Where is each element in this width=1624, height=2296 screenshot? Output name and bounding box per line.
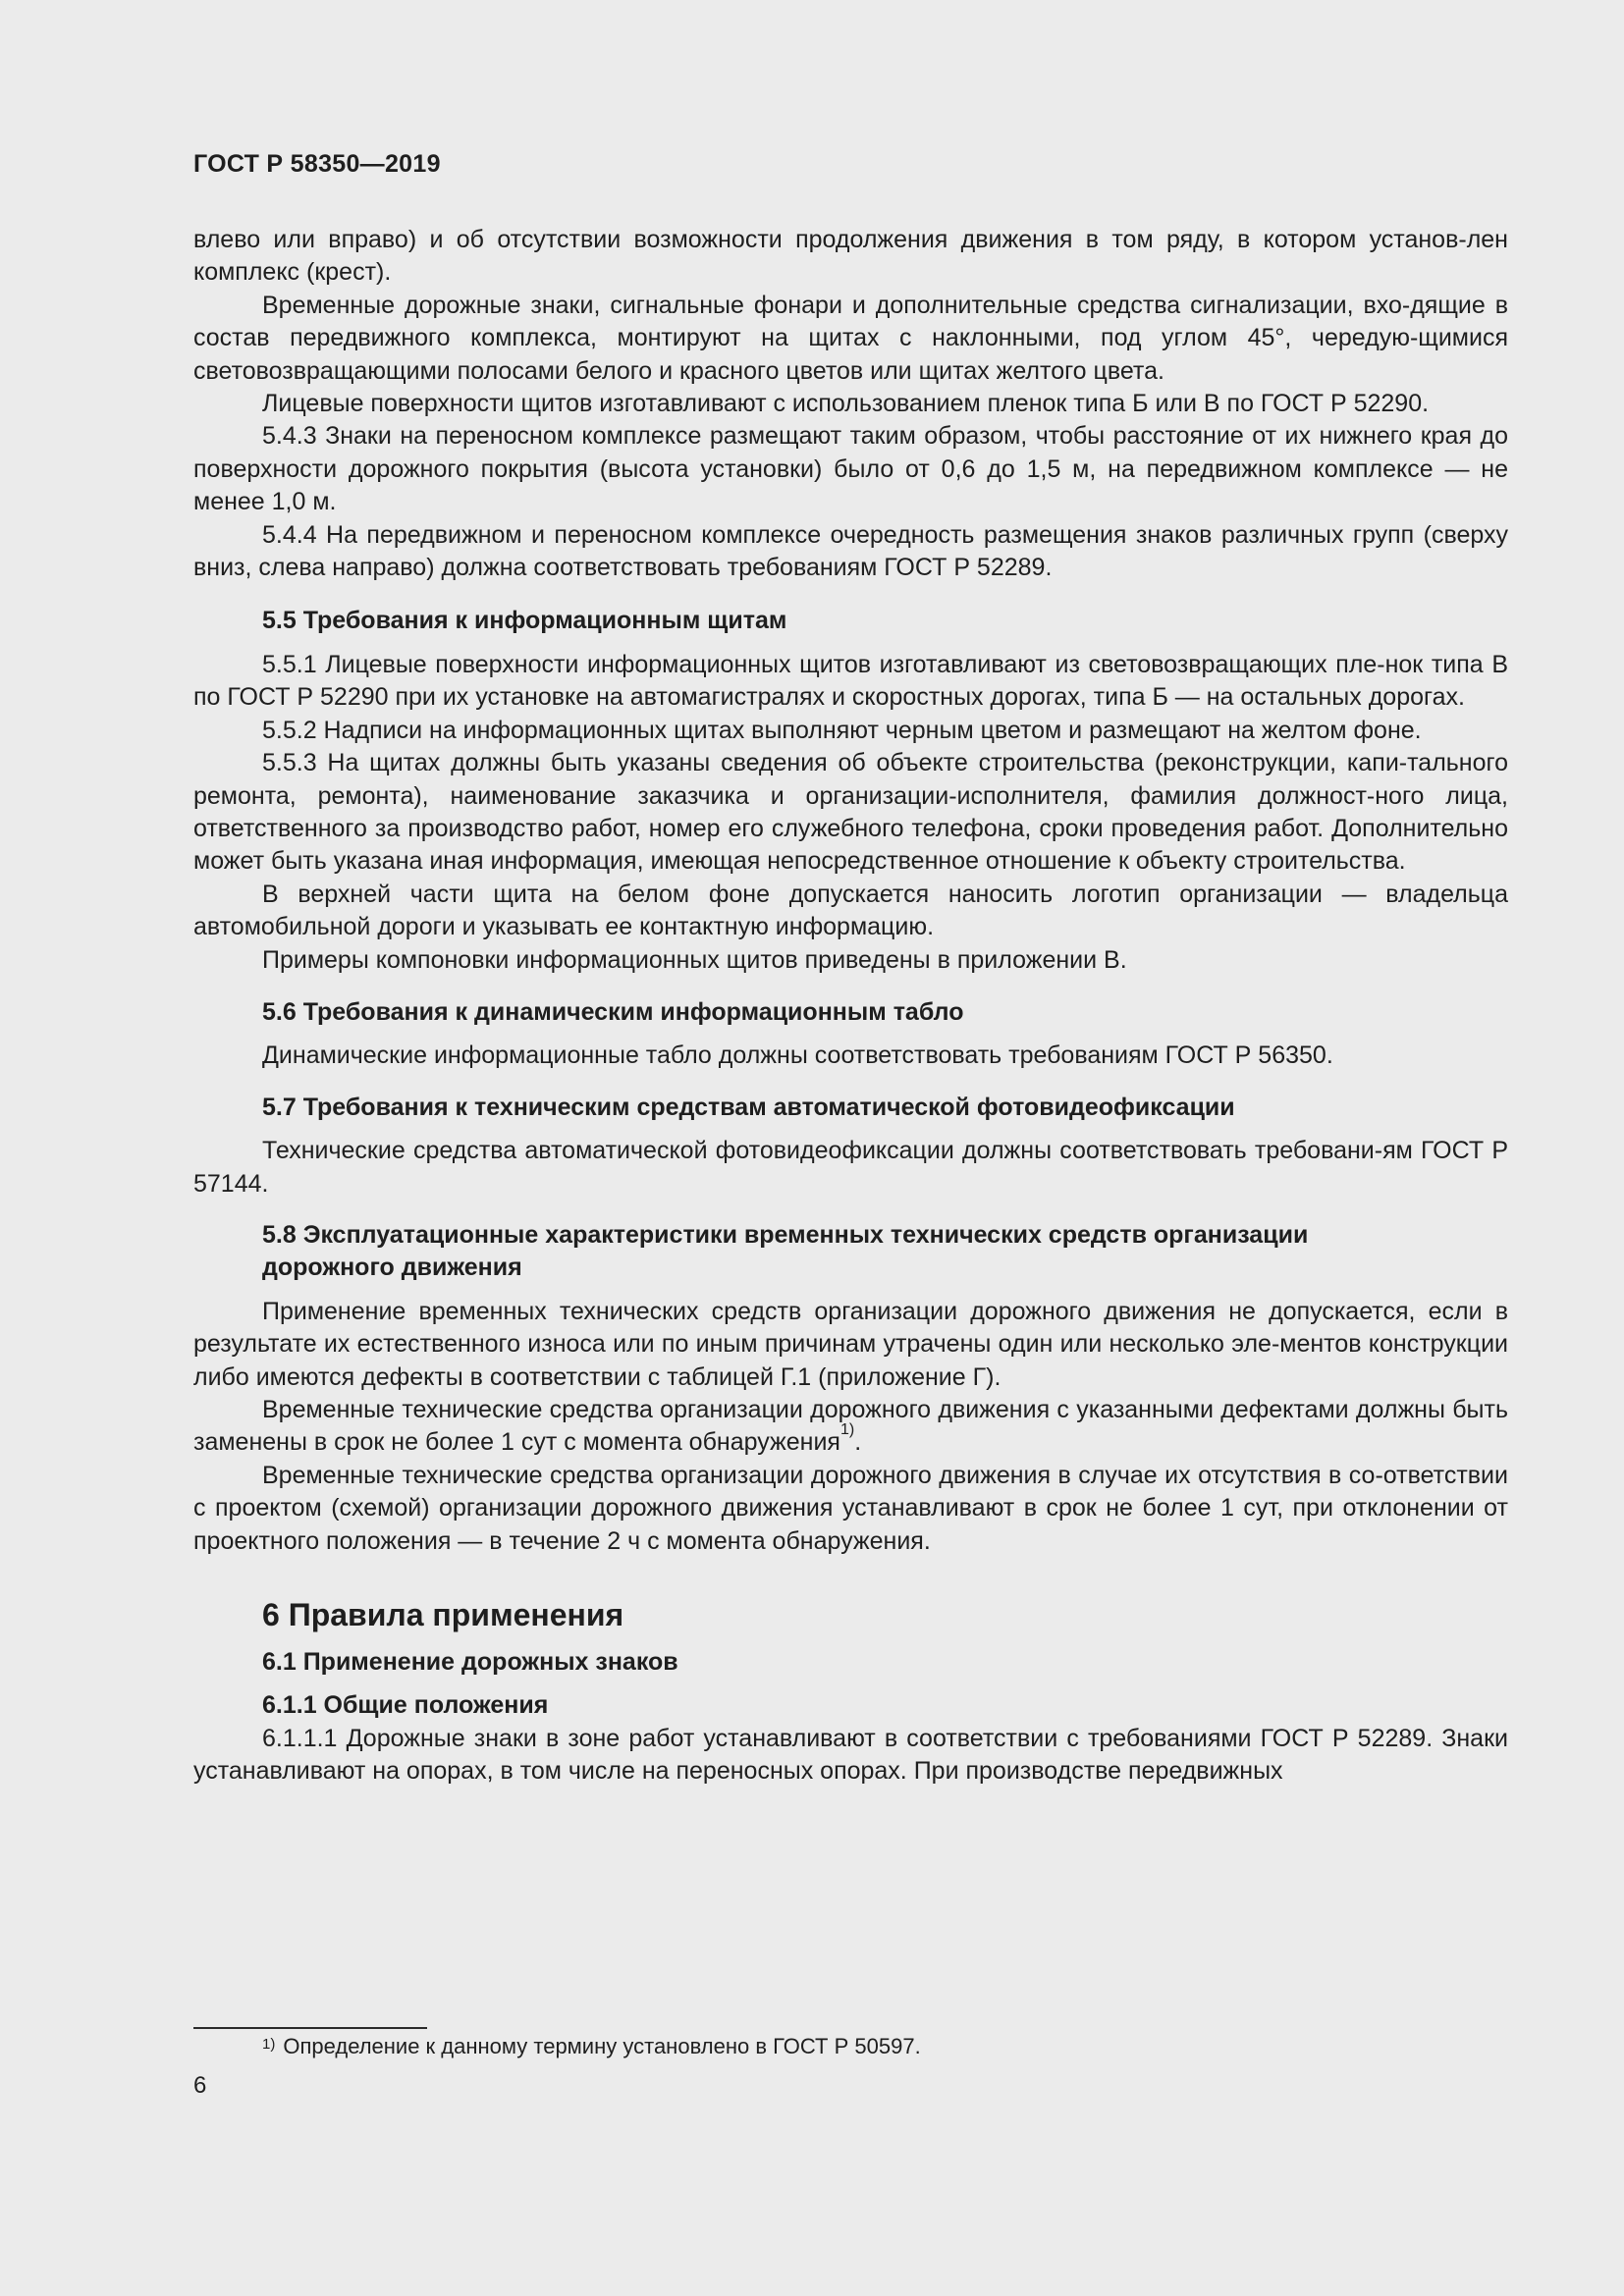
section-heading-5-8-line-1: 5.8 Эксплуатационные характеристики временных технических средств организации [262,1220,1309,1249]
paragraph: Примеры компоновки информационных щитов приведены в приложении В. [262,945,1127,974]
paragraph: влево или вправо) и об отсутствии возможности продолжения движения в том ряду, в котором установ-лен комплекс (крест). [193,226,1508,287]
paragraph-text: Временные технические средства организации дорожного движения с указанными дефектами должны быть заменены в срок не более 1 сут с момента обнаружения [193,1396,1508,1457]
section-heading-5-7: 5.7 Требования к техническим средствам автоматической фотовидеофиксации [262,1093,1235,1121]
clause-6-1-1-1: 6.1.1.1 Дорожные знаки в зоне работ устанавливают в соответствии с требованиями ГОСТ Р 52289. Знаки устанавливают на опорах, в том числе на переносных опорах. При производстве передвижных [193,1724,1508,1786]
footnote-separator [193,2027,427,2029]
paragraph: Временные технические средства организации дорожного движения в случае их отсутствия в со-ответствии с проектом (схемой) организации дорожного движения устанавливают в срок не более 1 сут, при отклонении от проектного положения — в течение 2 ч с момента обнаружения. [193,1461,1508,1555]
paragraph: Применение временных технических средств организации дорожного движения не допускается, если в результате их естественного износа или по иным причинам утрачены один или несколько эле-ментов конструкции либо имеются дефекты в соответствии с таблицей Г.1 (приложение Г). [193,1297,1508,1391]
clause-5-5-1: 5.5.1 Лицевые поверхности информационных щитов изготавливают из световозвращающих пле-нок типа В по ГОСТ Р 52290 при их установке на автомагистралях и скоростных дорогах, типа Б — на остальных дорогах. [193,650,1508,712]
chapter-heading-6: 6 Правила применения [262,1597,624,1633]
clause-5-5-3: 5.5.3 На щитах должны быть указаны сведения об объекте строительства (реконструкции, капи-тального ремонта, ремонта), наименование заказчика и организации-исполнителя, фамилия должност-ного лица, ответственного за производство работ, номер его служебного телефона, сроки проведения работ. Дополнительно может быть указана иная информация, имеющая непосредственное отношение к объекту строительства. [193,749,1508,876]
section-heading-5-8 [193,1219,1508,1285]
paragraph-with-footnote [193,1394,1508,1460]
footnote-marker: 1) [262,2036,276,2053]
section-heading-6-1-1: 6.1.1 Общие положения [262,1691,549,1720]
paragraph: Динамические информационные табло должны соответствовать требованиям ГОСТ Р 56350. [262,1041,1333,1070]
section-heading-5-5: 5.5 Требования к информационным щитам [262,607,787,635]
clause-5-4-3: 5.4.3 Знаки на переносном комплексе размещают таким образом, чтобы расстояние от их нижнего края до поверхности дорожного покрытия (высота установки) было от 0,6 до 1,5 м, на передвижном комплексе — не менее 1,0 м. [193,422,1508,516]
section-heading-5-8-line-2: дорожного движения [262,1254,522,1282]
paragraph: Технические средства автоматической фотовидеофиксации должны соответствовать требовани-ям ГОСТ Р 57144. [193,1137,1508,1198]
paragraph: В верхней части щита на белом фоне допускается наносить логотип организации — владельца автомобильной дороги и указывать ее контактную информацию. [193,880,1508,941]
footnote-text: Определение к данному термину установлено в ГОСТ Р 50597. [283,2034,921,2058]
footnote-reference[interactable]: 1) [839,1421,855,1439]
section-heading-6-1: 6.1 Применение дорожных знаков [262,1648,678,1677]
clause-5-4-4: 5.4.4 На передвижном и переносном комплексе очередность размещения знаков различных групп (сверху вниз, слева направо) должна соответствовать требованиям ГОСТ Р 52289. [193,520,1508,582]
document-code-header: ГОСТ Р 58350—2019 [193,150,441,178]
section-heading-5-6: 5.6 Требования к динамическим информационным табло [262,997,964,1026]
page-number: 6 [193,2072,207,2099]
document-body [193,224,1508,1789]
clause-5-5-2: 5.5.2 Надписи на информационных щитах выполняют черным цветом и размещают на желтом фоне. [262,716,1422,744]
paragraph: Лицевые поверхности щитов изготавливают с использованием пленок типа Б или В по ГОСТ Р 52290. [262,390,1430,418]
footnote [262,2032,921,2061]
paragraph: Временные дорожные знаки, сигнальные фонари и дополнительные средства сигнализации, вхо-дящие в состав передвижного комплекса, монтируют на щитах с наклонными, под углом 45°, чередую-щимися световозвращающими полосами белого и красного цветов или щитах желтого цвета. [193,291,1508,385]
paragraph-end: . [854,1428,862,1457]
